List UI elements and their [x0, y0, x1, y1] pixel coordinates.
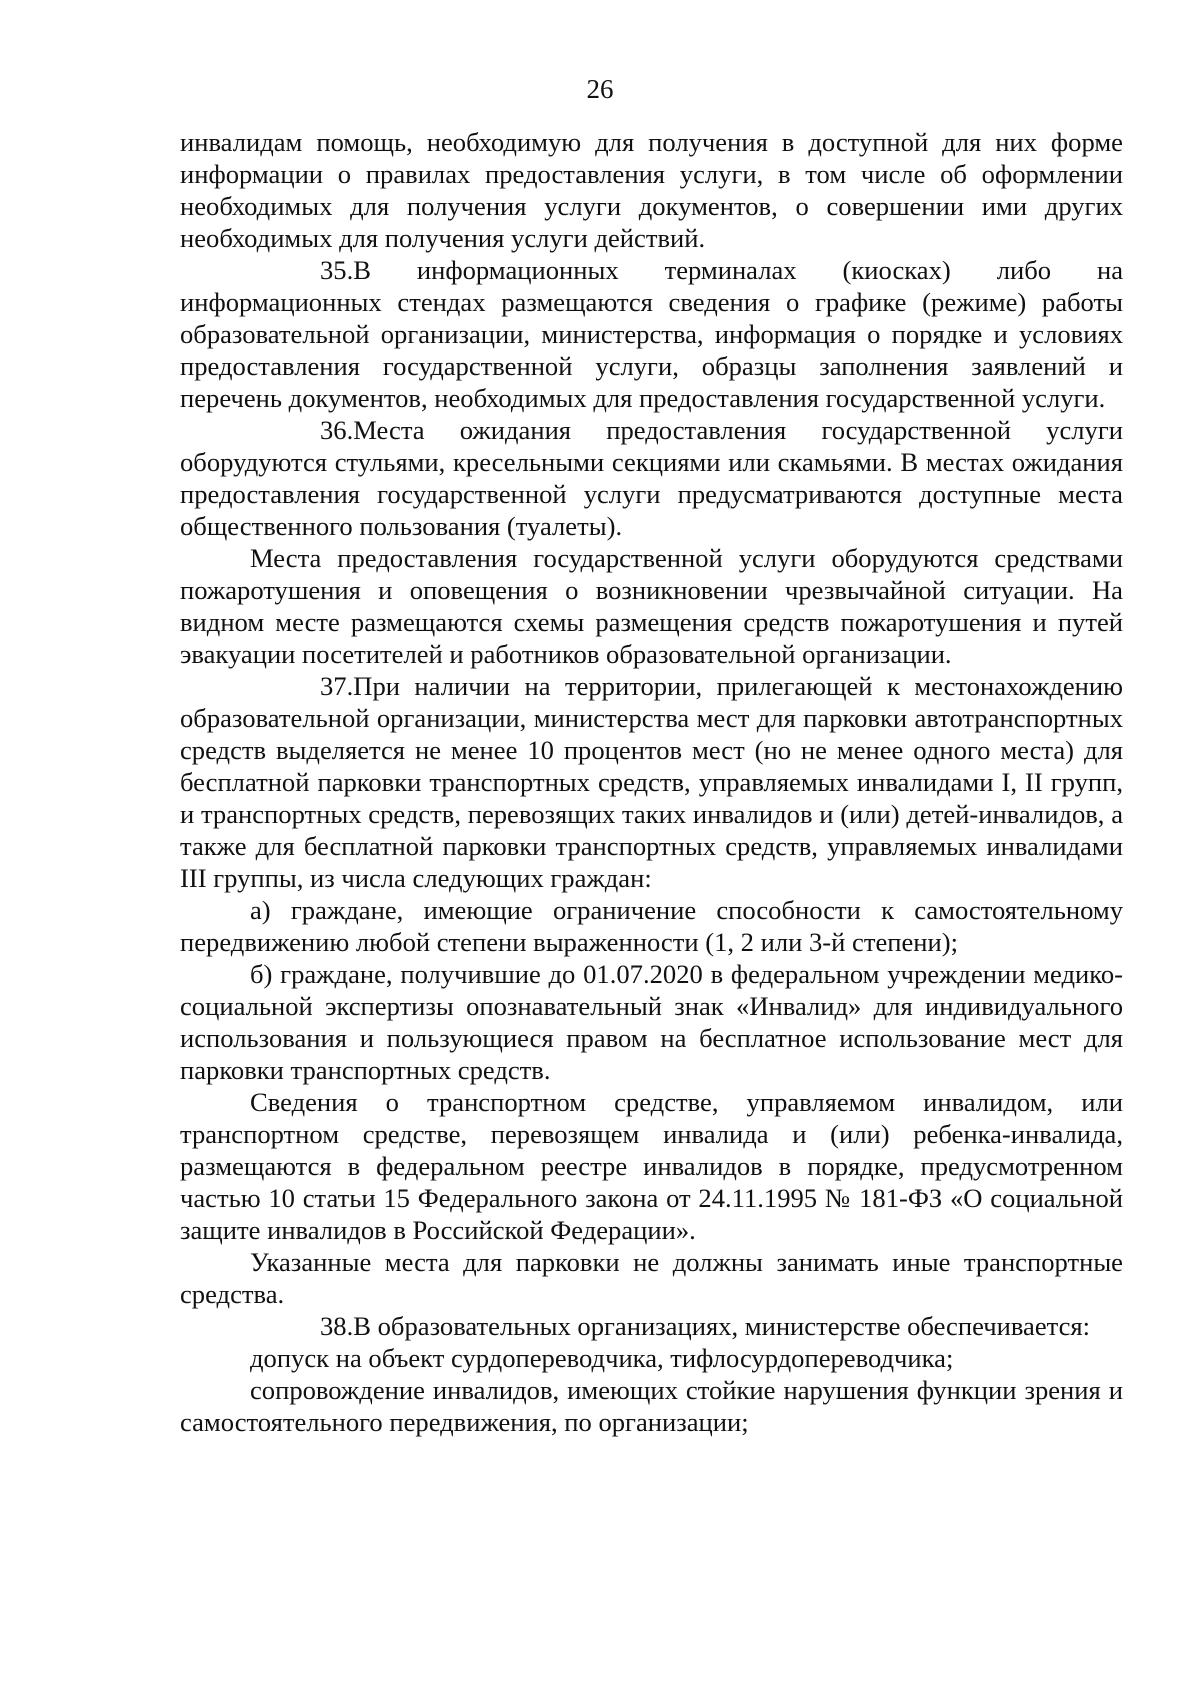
list-item-b: [180, 958, 1123, 1086]
paragraph-38-escort: [180, 1374, 1123, 1438]
paragraph-text: а) граждане, имеющие ограничение способности к самостоятельному передвижению любой степени выраженности (1, 2 или 3-й степени);: [180, 895, 1123, 957]
paragraph-text: б) граждане, получившие до 01.07.2020 в федеральном учреждении медико-социальной экспертизы опознавательный знак «Инвалид» для индивидуального использования и пользующиеся правом на бесплатное использование мест для парковки транспортных средств.: [180, 959, 1123, 1085]
paragraph-number: 38.: [320, 1311, 354, 1341]
paragraph-text: Места ожидания предоставления государственной услуги оборудуются стульями, кресельными секциями или скамьями. В местах ожидания предоставления государственной услуги предусматриваются доступные места общественного пользования (туалеты).: [180, 415, 1123, 541]
paragraph-vehicle-info: [180, 1086, 1123, 1246]
paragraph-parking-restriction: [180, 1246, 1123, 1310]
paragraph-text: Сведения о транспортном средстве, управляемом инвалидом, или транспортном средстве, перевозящем инвалида и (или) ребенка-инвалида, размещаются в федеральном реестре инвалидов в порядке, предусмотренном частью 10 статьи 15 Федерального закона от 24.11.1995 № 181-ФЗ «О социальной защите инвалидов в Российской Федерации».: [180, 1087, 1123, 1245]
paragraph-number: 37.: [320, 671, 354, 701]
paragraph-text: Места предоставления государственной услуги оборудуются средствами пожаротушения и оповещения о возникновении чрезвычайной ситуации. На видном месте размещаются схемы размещения средств пожаротушения и путей эвакуации посетителей и работников образовательной организации.: [180, 543, 1123, 669]
paragraph-38: [180, 1310, 1123, 1342]
paragraph-continuation: [180, 126, 1123, 254]
document-body: [180, 126, 1123, 1438]
page-number: 26: [586, 74, 614, 104]
paragraph-text: инвалидам помощь, необходимую для получения в доступной для них форме информации о правилах предоставления услуги, в том числе об оформлении необходимых для получения услуги документов, о совершении ими других необходимых для получения услуги действий.: [180, 127, 1123, 253]
paragraph-text: При наличии на территории, прилегающей к местонахождению образовательной организации, министерства мест для парковки автотранспортных средств выделяется не менее 10 процентов мест (но не менее одного места) для бесплатной парковки транспортных средств, управляемых инвалидами I, II групп, и транспортных средств, перевозящих таких инвалидов и (или) детей-инвалидов, а также для бесплатной парковки транспортных средств, управляемых инвалидами III группы, из числа следующих граждан:: [180, 671, 1123, 893]
paragraph-text: сопровождение инвалидов, имеющих стойкие нарушения функции зрения и самостоятельного передвижения, по организации;: [180, 1375, 1123, 1437]
paragraph-38-admission: [180, 1342, 1123, 1374]
paragraph-37: [180, 670, 1123, 894]
paragraph-36-fire-safety: [180, 542, 1123, 670]
paragraph-text: В информационных терминалах (киосках) либо на информационных стендах размещаются сведения о графике (режиме) работы образовательной организации, министерства, информация о порядке и условиях предоставления государственной услуги, образцы заполнения заявлений и перечень документов, необходимых для предоставления государственной услуги.: [180, 255, 1123, 413]
paragraph-35: [180, 254, 1123, 414]
list-item-a: [180, 894, 1123, 958]
paragraph-number: 36.: [320, 415, 354, 445]
paragraph-text: Указанные места для парковки не должны занимать иные транспортные средства.: [180, 1247, 1123, 1309]
paragraph-36: [180, 414, 1123, 542]
paragraph-text: В образовательных организациях, министерстве обеспечивается:: [353, 1311, 1091, 1341]
paragraph-number: 35.: [320, 255, 354, 285]
paragraph-text: допуск на объект сурдопереводчика, тифлосурдопереводчика;: [250, 1343, 954, 1373]
